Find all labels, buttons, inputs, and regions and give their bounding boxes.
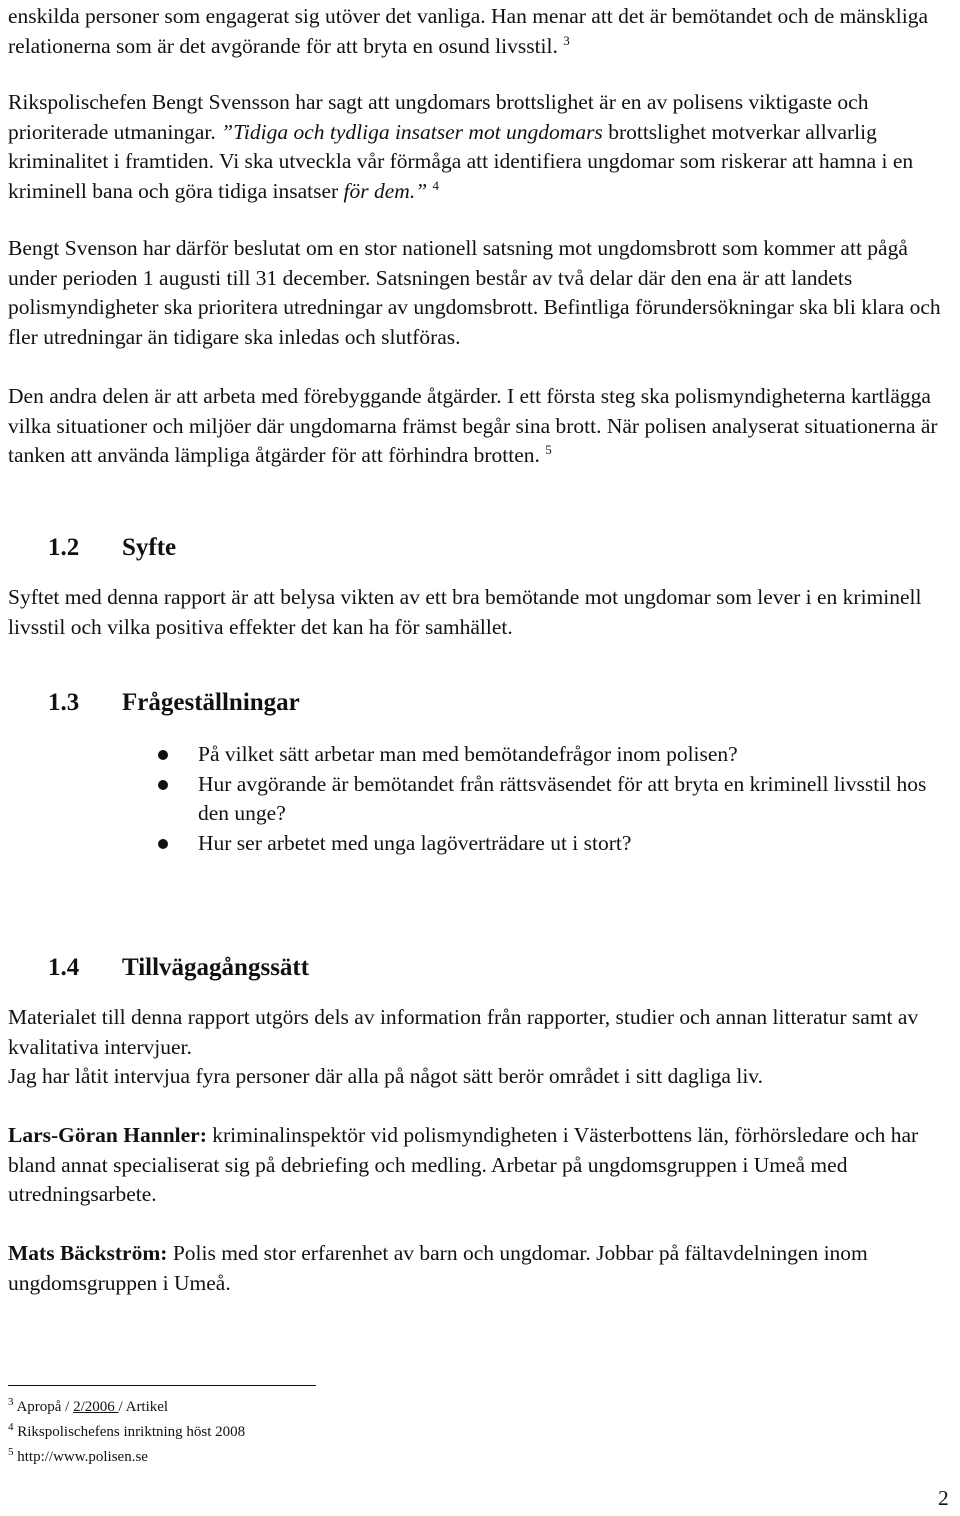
list-item-text: Hur ser arbetet med unga lagöverträdare ut i stort? bbox=[198, 830, 632, 855]
paragraph-text: Materialet till denna rapport utgörs dels av information från rapporter, studier och annan litteratur samt av kvalitativa intervjuer. bbox=[8, 1005, 919, 1059]
footnote-5 bbox=[8, 1448, 148, 1466]
heading-fragestallningar bbox=[48, 688, 300, 718]
footnote-ref-4: 4 bbox=[432, 177, 440, 193]
footnote-ref-5: 5 bbox=[545, 441, 552, 457]
footnote-text: Rikspolischefens inriktning höst 2008 bbox=[17, 1424, 246, 1440]
quote-text: brottslighet motverkar allvarlig kriminalitet i framtiden. Vi ska utveckla vår förmåga att identifiera ungdomar som riskerar att hamna i en kriminell bana och göra tidiga insatser bbox=[8, 119, 914, 203]
bullet-icon bbox=[158, 780, 168, 790]
bullet-icon bbox=[158, 750, 168, 760]
person-name: Mats Bäckström: bbox=[8, 1241, 168, 1265]
list-item bbox=[0, 770, 948, 829]
footnote-ref-3: 3 bbox=[563, 32, 570, 48]
rikspolischef-paragraph bbox=[8, 88, 956, 206]
footnote-3 bbox=[8, 1398, 168, 1416]
paragraph-text: Den andra delen är att arbeta med förebyggande åtgärder. I ett första steg ska polismyndigheterna kartlägga vilka situationer och miljöer där ungdomarna främst begår sina brott. När polisen analyserat situationerna är tanken att använda lämpliga åtgärder för att förhindra brotten. bbox=[8, 384, 938, 467]
footnote-4 bbox=[8, 1423, 245, 1441]
question-list bbox=[0, 740, 960, 858]
syfte-paragraph bbox=[8, 583, 956, 642]
person-name: Lars-Göran Hannler: bbox=[8, 1123, 207, 1147]
footnote-number: 5 bbox=[8, 1446, 14, 1458]
person-lars-goran bbox=[8, 1121, 956, 1210]
heading-title: Tillvägagångssätt bbox=[122, 954, 310, 981]
footnote-number: 4 bbox=[8, 1421, 14, 1433]
footnote-link[interactable]: 2/2006 bbox=[73, 1399, 119, 1415]
intro-paragraph bbox=[8, 2, 956, 61]
footnote-separator bbox=[8, 1385, 316, 1386]
satsning-paragraph bbox=[8, 234, 956, 352]
footnote-text: / Artikel bbox=[118, 1399, 169, 1415]
quote-italic-end: för dem.” bbox=[343, 178, 428, 203]
material-paragraph bbox=[8, 1003, 956, 1092]
paragraph-text: Rikspolischefen Bengt Svensson har sagt att ungdomars brottslighet är en av polisens viktigaste och prioriterade utmaningar. bbox=[8, 90, 869, 144]
paragraph-text: Bengt Svenson har därför beslutat om en stor nationell satsning mot ungdomsbrott som kommer att pågå under perioden 1 augusti till 31 december. Satsningen består av två delar där den ena är att landets polismyndigheter ska prioritera utredningar av ungdomsbrott. Befintliga förundersökningar ska bli klara och fler utredningar än tidigare ska inledas och slutföras. bbox=[8, 236, 941, 349]
bullet-icon bbox=[158, 839, 168, 849]
paragraph-text: Syftet med denna rapport är att belysa vikten av ett bra bemötande mot ungdomar som lever i en kriminell livsstil och vilka positiva effekter det kan ha för samhället. bbox=[8, 585, 922, 639]
footnote-number: 3 bbox=[8, 1396, 14, 1408]
footnote-url[interactable]: http://www.polisen.se bbox=[17, 1449, 148, 1465]
page-number: 2 bbox=[938, 1486, 949, 1510]
paragraph-text: Jag har låtit intervjua fyra personer där alla på något sätt berör området i sitt dagliga liv. bbox=[8, 1064, 764, 1088]
list-item-text: Hur avgörande är bemötandet från rättsväsendet för att bryta en kriminell livsstil hos den unge? bbox=[198, 771, 927, 825]
list-item bbox=[0, 740, 948, 770]
person-mats bbox=[8, 1239, 956, 1298]
quote-italic: ”Tidiga och tydliga insatser mot ungdomars bbox=[221, 119, 603, 144]
heading-tillvagagangssatt bbox=[48, 953, 309, 983]
person-description: kriminalinspektör vid polismyndigheten i Västerbottens län, förhörsledare och har bland annat specialiserat sig på debriefing och medling. Arbetar på ungdomsgruppen i Umeå med utredningsarbete. bbox=[8, 1123, 919, 1206]
person-description: Polis med stor erfarenhet av barn och ungdomar. Jobbar på fältavdelningen inom ungdomsgruppen i Umeå. bbox=[8, 1241, 868, 1295]
heading-title: Syfte bbox=[122, 534, 177, 561]
list-item bbox=[0, 829, 948, 859]
heading-number: 1.4 bbox=[48, 954, 80, 981]
list-item-text: På vilket sätt arbetar man med bemötandefrågor inom polisen? bbox=[198, 742, 738, 766]
heading-syfte bbox=[48, 533, 176, 563]
forebyggande-paragraph bbox=[8, 382, 956, 471]
heading-number: 1.3 bbox=[48, 689, 80, 716]
heading-number: 1.2 bbox=[48, 534, 80, 561]
heading-title: Frågeställningar bbox=[122, 689, 300, 716]
paragraph-text: enskilda personer som engagerat sig utöver det vanliga. Han menar att det är bemötandet och de mänskliga relationerna som är det avgörande för att bryta en osund livsstil. bbox=[8, 4, 929, 58]
footnote-text: Apropå / bbox=[16, 1399, 74, 1415]
